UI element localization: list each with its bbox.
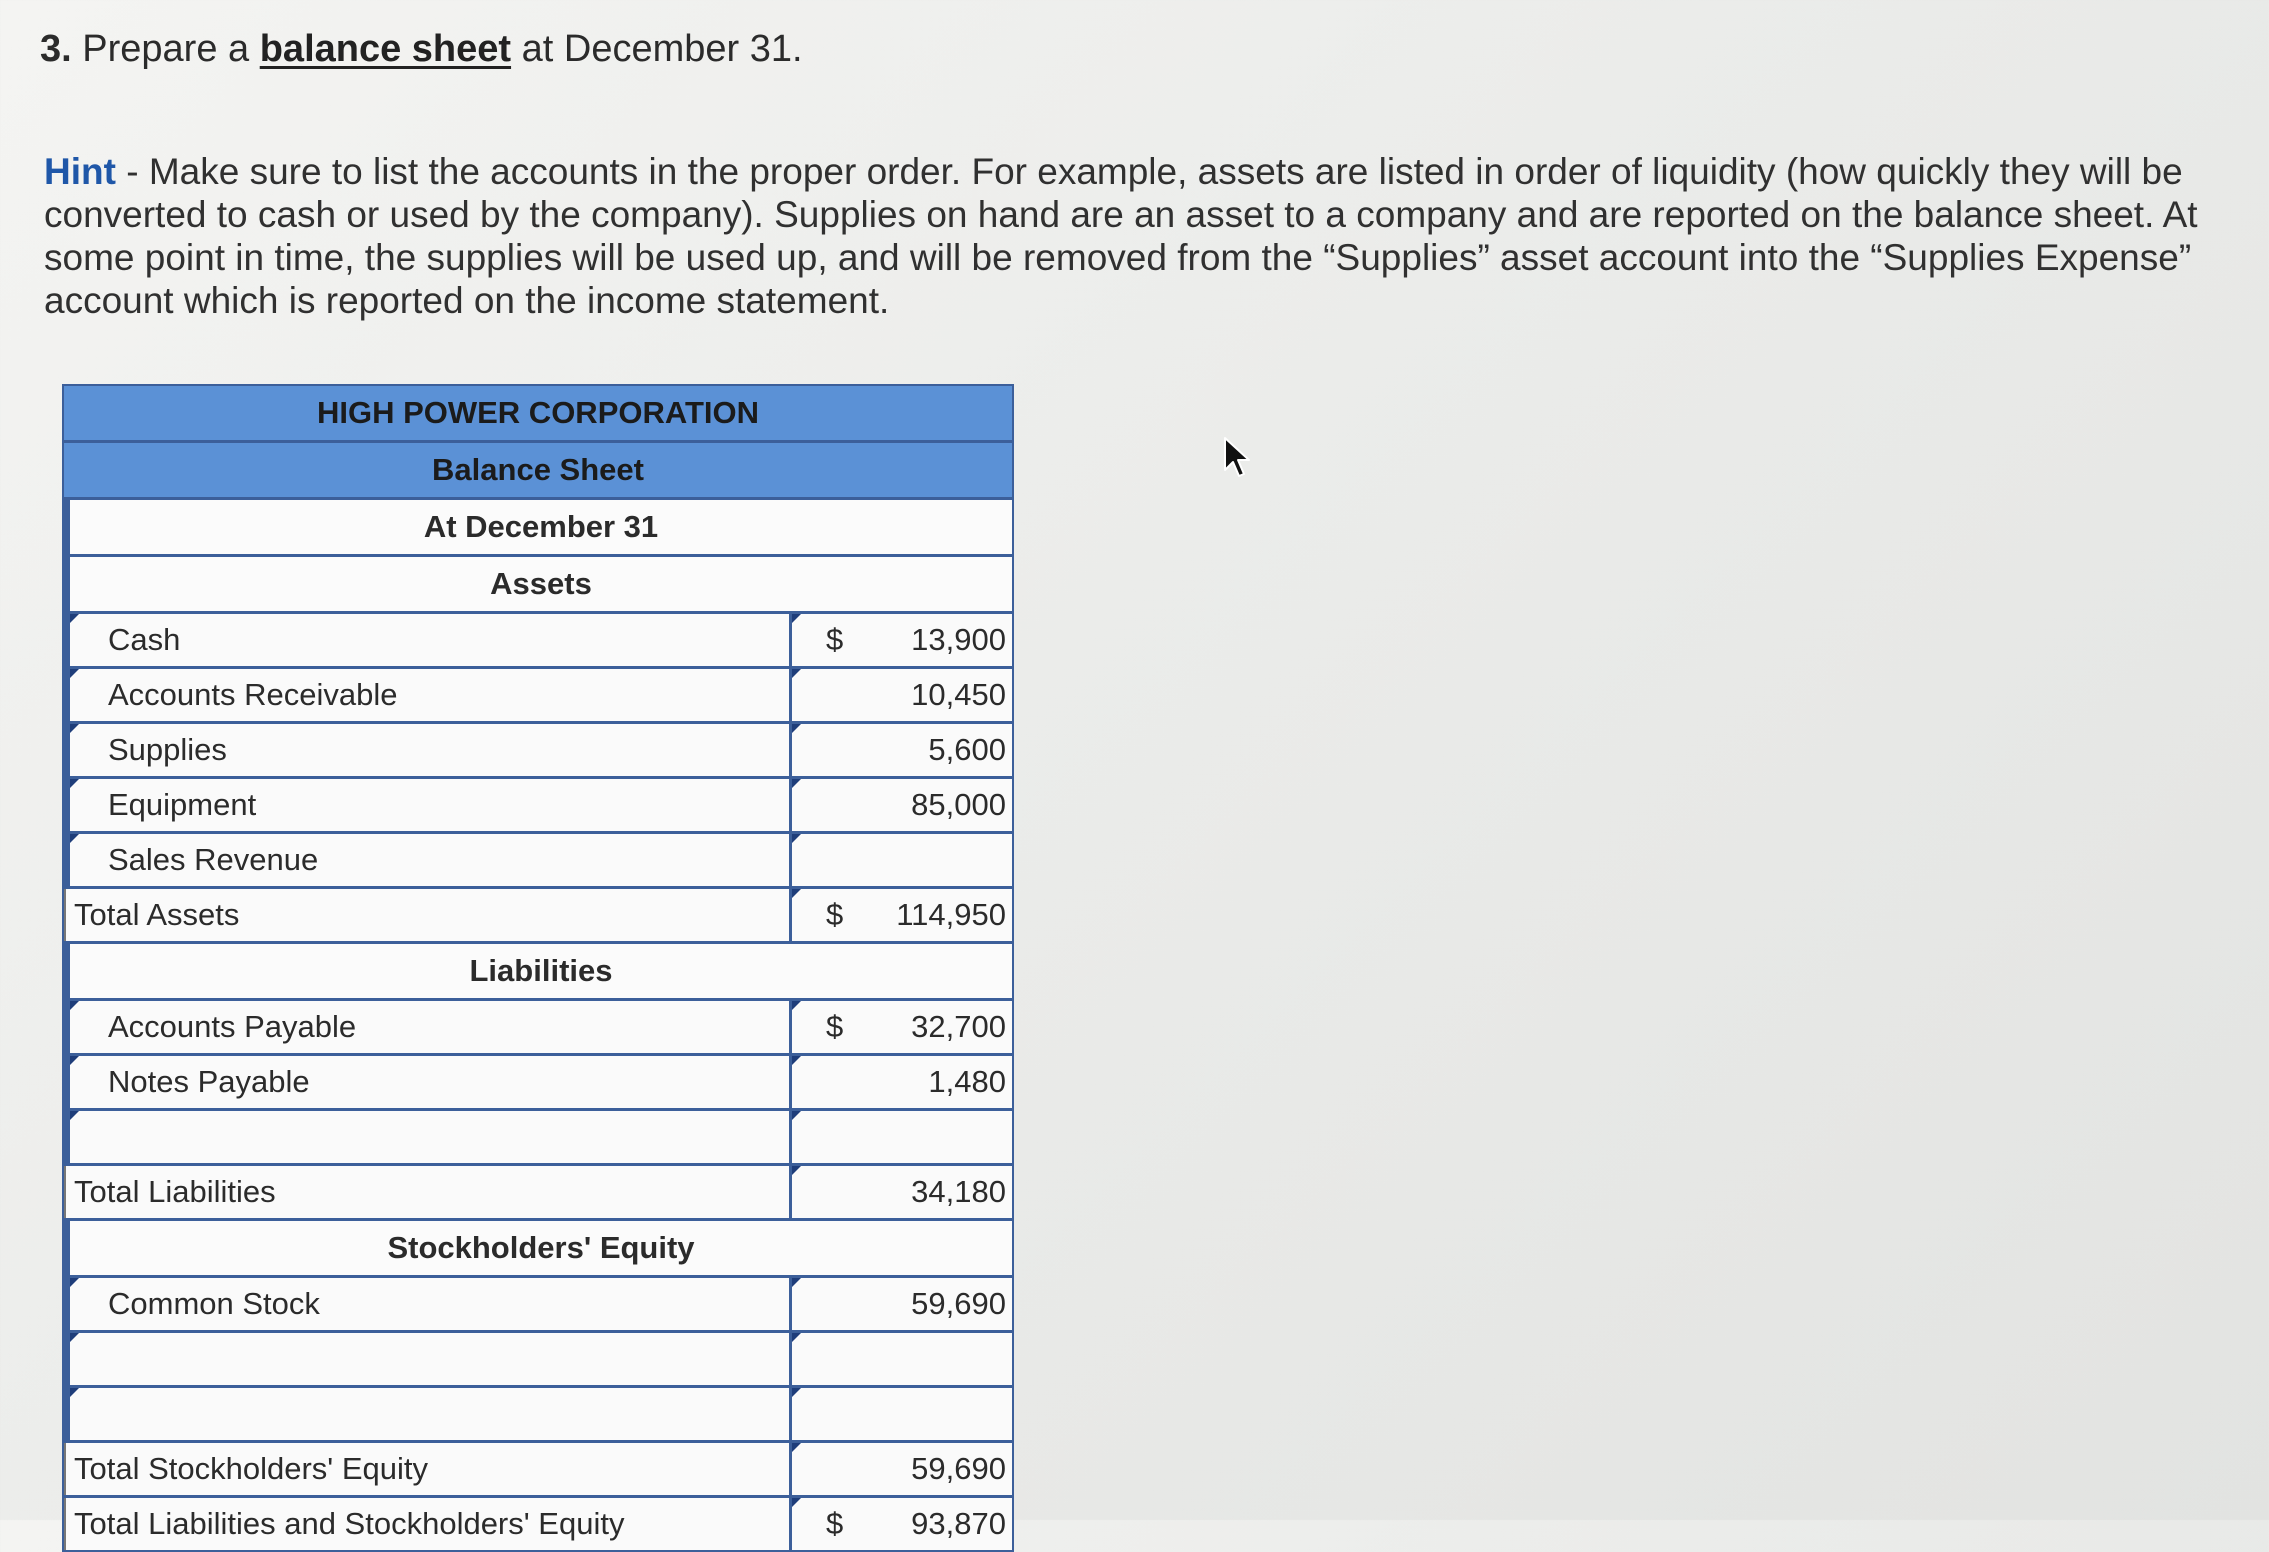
amount-value: 13,900 <box>911 622 1006 657</box>
amount-value: 1,480 <box>928 1064 1006 1099</box>
amount-input[interactable] <box>792 1388 1012 1440</box>
question-number: 3. <box>40 28 72 70</box>
amount-value: 34,180 <box>911 1174 1006 1209</box>
total-liabilities-equity-amount[interactable] <box>792 1498 1012 1550</box>
amount-input[interactable] <box>792 779 1012 831</box>
total-equity-label: Total Stockholders' Equity <box>64 1443 792 1495</box>
account-dropdown[interactable]: Accounts Receivable <box>64 669 792 721</box>
table-row <box>64 1056 1012 1111</box>
table-row <box>64 724 1012 779</box>
account-dropdown[interactable]: Common Stock <box>64 1278 792 1330</box>
dollar-sign: $ <box>826 1009 844 1044</box>
table-row <box>64 834 1012 889</box>
question-suffix: at December 31. <box>521 28 803 70</box>
mouse-pointer-icon <box>1222 436 1252 478</box>
statement-title-header: Balance Sheet <box>64 443 1012 500</box>
amount-input[interactable] <box>792 834 1012 886</box>
balance-sheet-table <box>62 384 1014 1552</box>
amount-input[interactable] <box>792 1056 1012 1108</box>
total-equity-amount[interactable] <box>792 1443 1012 1495</box>
hint-label: Hint <box>44 151 116 192</box>
question-prefix: Prepare a <box>82 28 250 70</box>
table-row <box>64 669 1012 724</box>
account-dropdown[interactable]: Sales Revenue <box>64 834 792 886</box>
dollar-sign: $ <box>826 1506 844 1541</box>
amount-input[interactable] <box>792 1278 1012 1330</box>
account-dropdown[interactable] <box>64 1388 792 1440</box>
amount-input[interactable] <box>792 669 1012 721</box>
amount-input[interactable] <box>792 614 1012 666</box>
account-dropdown[interactable]: Equipment <box>64 779 792 831</box>
balance-sheet-term-link[interactable]: balance sheet <box>259 28 512 70</box>
amount-input[interactable] <box>792 1333 1012 1385</box>
table-row <box>64 1278 1012 1333</box>
account-dropdown[interactable]: Supplies <box>64 724 792 776</box>
table-row <box>64 1388 1012 1443</box>
account-dropdown[interactable] <box>64 1333 792 1385</box>
dollar-sign: $ <box>826 622 844 657</box>
total-assets-row <box>64 889 1012 944</box>
amount-value: 10,450 <box>911 677 1006 712</box>
company-name-header: HIGH POWER CORPORATION <box>64 386 1012 443</box>
table-row <box>64 1111 1012 1166</box>
amount-input[interactable] <box>792 1001 1012 1053</box>
amount-value: 85,000 <box>911 787 1006 822</box>
dollar-sign: $ <box>826 897 844 932</box>
account-dropdown[interactable] <box>64 1111 792 1163</box>
total-liabilities-equity-label: Total Liabilities and Stockholders' Equity <box>64 1498 792 1550</box>
hint-paragraph <box>44 150 2244 322</box>
account-dropdown[interactable]: Accounts Payable <box>64 1001 792 1053</box>
amount-value: 59,690 <box>911 1286 1006 1321</box>
account-dropdown[interactable]: Notes Payable <box>64 1056 792 1108</box>
amount-value: 114,950 <box>896 897 1006 932</box>
total-liabilities-row <box>64 1166 1012 1221</box>
total-assets-amount[interactable] <box>792 889 1012 941</box>
amount-input[interactable] <box>792 724 1012 776</box>
table-row <box>64 1001 1012 1056</box>
amount-value: 32,700 <box>911 1009 1006 1044</box>
account-dropdown[interactable]: Cash <box>64 614 792 666</box>
total-liabilities-equity-row <box>64 1498 1012 1550</box>
amount-value: 93,870 <box>911 1506 1006 1541</box>
assets-section-header[interactable]: Assets <box>64 557 1012 614</box>
table-row <box>64 1333 1012 1388</box>
table-row <box>64 614 1012 669</box>
total-liabilities-amount[interactable] <box>792 1166 1012 1218</box>
total-liabilities-label: Total Liabilities <box>64 1166 792 1218</box>
total-assets-label: Total Assets <box>64 889 792 941</box>
amount-value: 5,600 <box>928 732 1006 767</box>
statement-date-header[interactable]: At December 31 <box>64 500 1012 557</box>
table-row <box>64 779 1012 834</box>
amount-value: 59,690 <box>911 1451 1006 1486</box>
question-prompt <box>40 28 803 71</box>
hint-text: - Make sure to list the accounts in the proper order. For example, assets are listed in order of liquidity (how quickly they will be converted to cash or used by the company). Supplies on hand are an asset to a company and are reported on the balance sheet. At some point in time, the supplies will be used up, and will be removed from the “Supplies” asset account into the “Supplies Expense” account which is reported on the income statement. <box>44 151 2198 321</box>
total-equity-row <box>64 1443 1012 1498</box>
liabilities-section-header[interactable]: Liabilities <box>64 944 1012 1001</box>
amount-input[interactable] <box>792 1111 1012 1163</box>
equity-section-header[interactable]: Stockholders' Equity <box>64 1221 1012 1278</box>
